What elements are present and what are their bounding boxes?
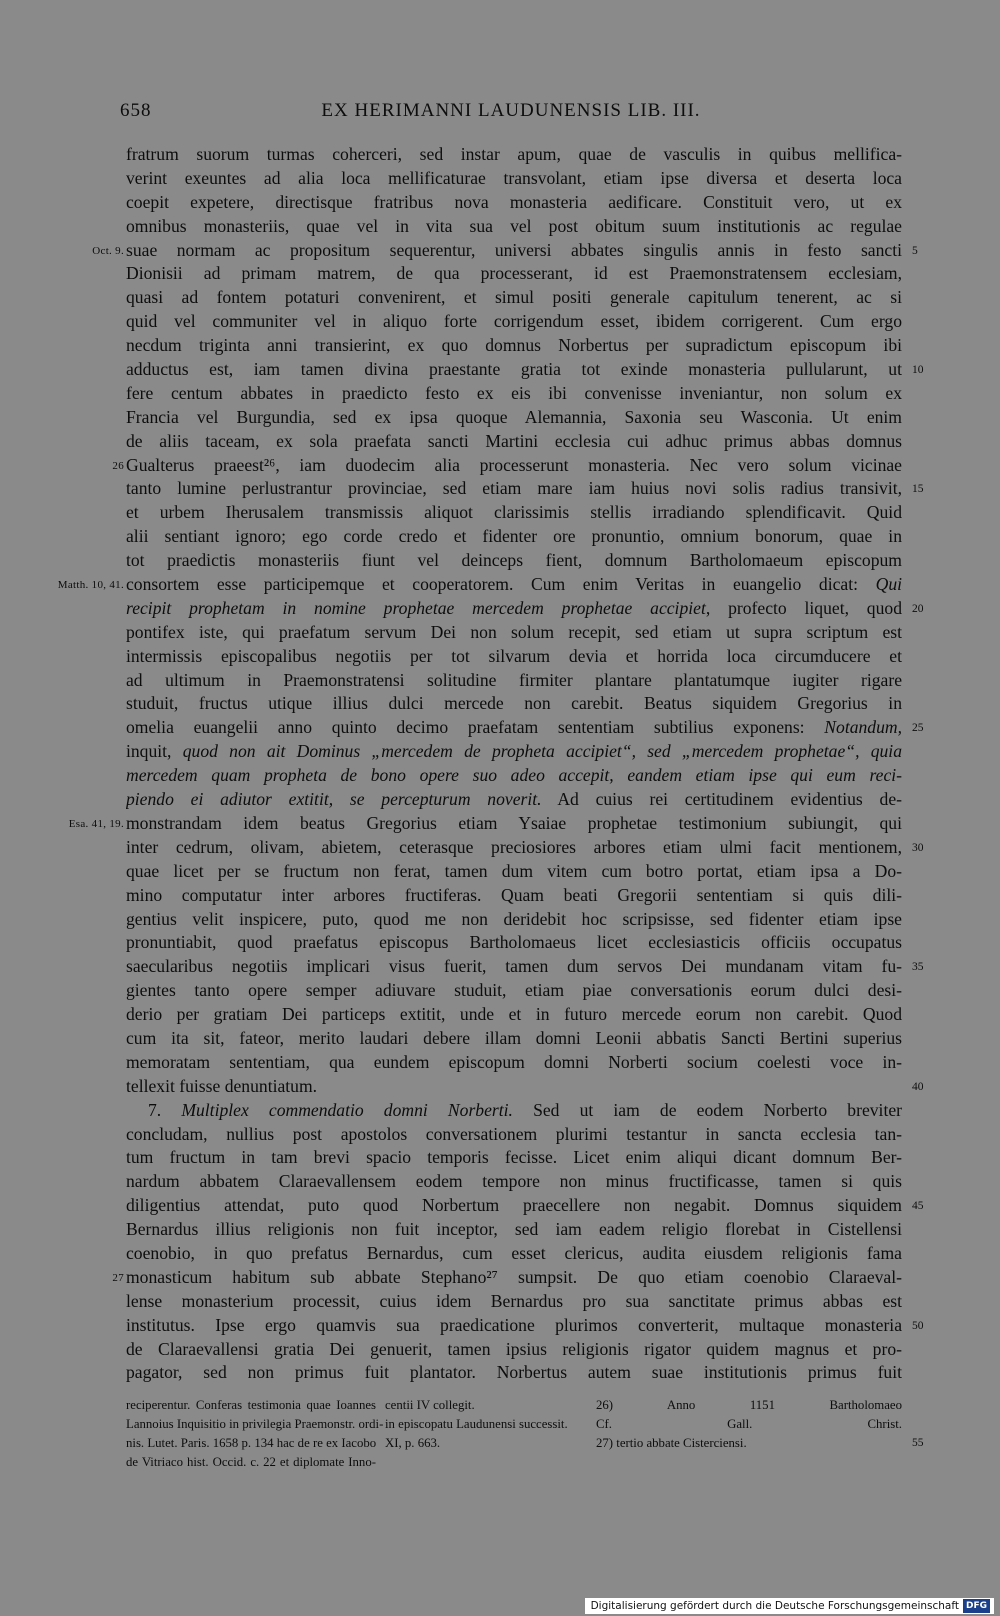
text-line <box>0 406 1000 430</box>
footnote-c3: 26) Anno 1151 Bartholomaeo <box>596 1398 902 1412</box>
text-line <box>0 1218 1000 1242</box>
italic-quote: quod non ait Dominus „mercedem de propheta accipiet“, sed „mercedem prophetae“, quia <box>182 741 902 762</box>
line-text <box>126 1003 902 1027</box>
line-text <box>126 1194 902 1218</box>
line-span: mino computatur inter arbores fructiferas. Quam beati Gregorii sententiam si quis dili- <box>126 884 902 905</box>
line-number: 40 <box>912 1080 924 1093</box>
line-span: pagator, sed non primus fuit plantator. Norbertus autem suae institutionis primus fuit <box>126 1362 902 1383</box>
line-span: adductus est, iam tamen divina praestante gratia tot exinde monasteria pullularunt, ut <box>126 359 902 380</box>
footnote-c2: in episcopatu Laudunensi successit. <box>385 1417 568 1431</box>
line-text <box>126 979 902 1003</box>
text-line <box>0 836 1000 860</box>
text-line <box>0 310 1000 334</box>
line-number: 25 <box>912 722 924 735</box>
line-text <box>126 836 902 860</box>
text-line <box>0 669 1000 693</box>
text-line <box>0 382 1000 406</box>
text-line <box>0 1290 1000 1314</box>
line-text <box>126 908 902 932</box>
line-text <box>126 740 902 764</box>
text-line <box>0 1146 1000 1170</box>
line-text <box>126 1218 902 1242</box>
footnote-line <box>126 1396 902 1415</box>
line-text <box>126 788 902 812</box>
text-line <box>0 525 1000 549</box>
line-text <box>126 191 902 215</box>
line-span: monasticum habitum sub abbate Stephano²⁷ sumpsit. De quo etiam coenobio Claraeval- <box>126 1266 902 1287</box>
text-line <box>0 1170 1000 1194</box>
line-span: Bernardus illius religionis non fuit inceptor, sed iam eadem religio florebat in Cistellensi <box>126 1219 902 1240</box>
line-text <box>126 692 902 716</box>
line-span: fere centum abbates in praedicto festo ex eis ibi convenisse inveniantur, non solum ex <box>126 382 902 403</box>
text-line <box>0 979 1000 1003</box>
line-span: intermissis episcopalibus negotiis per tot silvarum devia et horrida loca circumducere et <box>126 645 902 666</box>
footnotes <box>126 1396 924 1472</box>
line-span: 7. <box>148 1099 162 1120</box>
text-line <box>0 1361 1000 1385</box>
text-line <box>0 1003 1000 1027</box>
line-text <box>148 1099 902 1123</box>
line-span: quasi ad fontem potaturi convenirent, et simul positi generale capitulum tenerent, ac si <box>126 287 902 308</box>
text-line <box>0 645 1000 669</box>
text-line <box>0 501 1000 525</box>
text-line <box>0 931 1000 955</box>
line-span: coenobio, in quo prefatus Bernardus, cum esset clericus, audita eiusdem religionis fama <box>126 1242 902 1263</box>
line-text <box>126 1051 902 1075</box>
text-line <box>0 215 1000 239</box>
line-text <box>126 1027 902 1051</box>
line-span: , profecto liquet, quod <box>705 597 902 618</box>
line-text <box>126 430 902 454</box>
line-span: tanto lumine perlustrantur provinciae, sed etiam mare iam huius novi solis radius transivit, <box>126 478 902 499</box>
page-number: 658 <box>120 100 152 121</box>
line-span: gentius velit inspicere, puto, quod me non deridebit hoc scripsisse, sed fidenter etiam ipse <box>126 908 902 929</box>
line-span: pronuntiabit, quod praefatus episcopus Bartholomaeus licet ecclesiasticis officiis occupatus <box>126 932 902 953</box>
line-span: Francia vel Burgundia, sed ex ipsa quoque Alemannia, Saxonia seu Wasconia. Ut enim <box>126 406 902 427</box>
line-span: verint exeuntes ad alia loca mellificaturae transvolant, etiam ipse diversa et deserta loca <box>126 167 902 188</box>
line-number: 30 <box>912 841 924 854</box>
text-line <box>0 1338 1000 1362</box>
line-text <box>126 645 902 669</box>
text-line <box>0 1194 1000 1218</box>
line-span: gientes tanto opere semper adiuvare studuit, etiam piae conversationis eorum dulci desi- <box>126 980 902 1001</box>
line-text <box>126 501 902 525</box>
line-number: 50 <box>912 1319 924 1332</box>
line-span: fratrum suorum turmas coherceri, sed instar apum, quae de vasculis in quibus mellifica- <box>126 144 902 164</box>
line-span: nardum abbatem Claraevallensem eodem tempore non minus fructificasse, tamen si quis <box>126 1171 902 1192</box>
line-span: concludam, nullius post apostolos conversationem plurimi testantur in sancta ecclesia tan- <box>126 1123 902 1144</box>
line-text <box>126 764 902 788</box>
footnote-c1: de Vitriaco hist. Occid. c. 22 et diplomate Inno- <box>126 1455 376 1469</box>
text-line <box>0 884 1000 908</box>
text-line <box>0 1314 1000 1338</box>
line-span: pontifex iste, qui praefatum servum Dei non solum recepit, sed etiam ut supra scriptum est <box>126 621 902 642</box>
text-line <box>0 334 1000 358</box>
footnote-c1: Lannoius Inquisitio in privilegia Praemonstr. ordi- <box>126 1417 384 1431</box>
text-line <box>0 286 1000 310</box>
running-title: EX HERIMANNI LAUDUNENSIS LIB. III. <box>321 100 701 121</box>
line-span: studuit, fructus utique illius dulci mercede non carebit. Beatus siquidem Gregorius in <box>126 693 902 714</box>
line-text <box>126 716 902 740</box>
text-line <box>0 358 1000 382</box>
text-line <box>0 764 1000 788</box>
line-span: saecularibus negotiis implicari visus fuerit, tamen dum servos Dei mundanam vitam fu- <box>126 956 902 977</box>
margin-note-left: Esa. 41, 19. <box>68 817 124 830</box>
text-line <box>0 716 1000 740</box>
text-line <box>0 143 1000 167</box>
line-text <box>126 1123 902 1147</box>
line-number: 55 <box>912 1437 924 1449</box>
line-text <box>126 860 902 884</box>
margin-note-left: 27 <box>112 1271 124 1284</box>
page-header <box>120 100 902 126</box>
line-span: quid vel communiter vel in aliquo forte corrigendum esset, ibidem corrigerent. Cum ergo <box>126 311 902 332</box>
line-span: tum fructum in tam brevi spacio temporis fecisse. Licet enim aliqui dicant domnum Ber- <box>126 1147 902 1168</box>
text-line <box>0 1075 1000 1099</box>
line-text <box>126 1338 902 1362</box>
line-text <box>126 215 902 239</box>
line-text <box>126 143 902 167</box>
italic-quote: Qui <box>875 574 902 595</box>
line-span: monstrandam idem beatus Gregorius etiam Ysaiae prophetae testimonium subiungit, qui <box>126 812 902 833</box>
italic-quote: Multiplex commendatio domni Norberti. <box>181 1099 513 1120</box>
line-text <box>126 1314 902 1338</box>
line-span: lense monasterium processit, cuius idem Bernardus pro sua sanctitate primus abbas est <box>126 1290 902 1311</box>
text-line <box>0 1099 1000 1123</box>
text-line <box>0 740 1000 764</box>
line-span: Sed ut iam de eodem Norberto breviter <box>512 1099 902 1120</box>
line-text <box>126 955 902 979</box>
line-text <box>126 334 902 358</box>
line-span: et urbem Iherusalem transmissis aliquot clarissimis stellis irradiando splendificavit. Quid <box>126 502 902 523</box>
line-span: omnibus monasteriis, quae vel in vita sua vel post obitum suum institutionis ac regulae <box>126 215 902 236</box>
text-line <box>0 860 1000 884</box>
line-span: alii sentiant ignoro; ego corde credo et fidenter ore pronuntio, omnium bonorum, quae in <box>126 526 902 547</box>
line-span: institutus. Ipse ergo quamvis sua praedicatione plurimos converterit, multaque monasteria <box>126 1314 902 1335</box>
line-text <box>126 286 902 310</box>
footnote-c3: Cf. Gall. Christ. <box>596 1417 902 1431</box>
italic-quote: mercedem quam propheta de bono opere suo adeo accepit, eandem etiam ipse qui eum reci- <box>126 765 902 786</box>
text-line <box>0 1123 1000 1147</box>
text-line <box>0 788 1000 812</box>
line-text <box>126 358 902 382</box>
line-span: coepit expetere, directisque fratribus nova monasteria aedificare. Constituit vero, ut ex <box>126 191 902 212</box>
line-span: de aliis taceam, ex sola praefata sancti Martini ecclesia cui adhuc primus abbas domnus <box>126 430 902 451</box>
italic-quote: piendo ei adiutor extitit, se percepturum noverit. <box>126 789 542 810</box>
line-text <box>126 454 902 478</box>
line-text <box>126 812 902 836</box>
line-span: necdum triginta anni transierint, ex quo domnus Norbertus per supradictum episcopum ibi <box>126 335 902 356</box>
line-span: suae normam ac propositum sequerentur, universi abbates singulis annis in festo sancti <box>126 239 902 260</box>
line-text <box>126 621 902 645</box>
line-span: consortem esse participemque et cooperatorem. Cum enim Veritas in euangelio dicat: <box>126 574 859 595</box>
text-line <box>0 430 1000 454</box>
line-text <box>126 477 902 501</box>
line-span: de Claraevallensi gratia Dei genuerit, tamen ipsius religionis rigator quidem magnus et pro- <box>126 1338 902 1359</box>
dfg-logo: DFG <box>963 1599 990 1613</box>
line-text <box>126 1146 902 1170</box>
line-text <box>126 1266 902 1290</box>
line-span: Dionisii ad primam matrem, de qua processerant, id est Praemonstratensem ecclesiam, <box>126 263 902 284</box>
line-span: inquit, <box>126 741 172 762</box>
footnote-line <box>126 1453 902 1472</box>
footnote-c1: nis. Lutet. Paris. 1658 p. 134 hac de re ex Iacobo <box>126 1436 377 1450</box>
line-text <box>126 1075 902 1099</box>
line-number: 45 <box>912 1200 924 1213</box>
main-text <box>0 143 1000 1385</box>
text-line <box>0 908 1000 932</box>
line-span: ad ultimum in Praemonstratensi solitudine firmiter plantare plantatumque iugiter rigare <box>126 669 902 690</box>
line-span: cum ita sit, fateor, merito laudari debere illam domni Leonii abbatis Sancti Bertini superius <box>126 1027 902 1048</box>
text-line <box>0 955 1000 979</box>
text-line <box>0 477 1000 501</box>
text-line <box>0 692 1000 716</box>
italic-quote: Notandum, <box>824 717 902 738</box>
text-line <box>0 621 1000 645</box>
text-line <box>0 1051 1000 1075</box>
funding-notice <box>585 1598 994 1614</box>
line-number: 15 <box>912 483 924 496</box>
line-text <box>126 884 902 908</box>
line-span: diligentius attendat, puto quod Norbertum praecellere non negabit. Domnus siquidem <box>126 1195 902 1216</box>
line-number: 10 <box>912 364 924 377</box>
text-line <box>0 1266 1000 1290</box>
footnote-line <box>126 1415 902 1434</box>
footnote-c3: 27) tertio abbate Cisterciensi. <box>596 1436 747 1450</box>
text-line <box>0 812 1000 836</box>
line-number: 35 <box>912 961 924 974</box>
line-span: tellexit fuisse denuntiatum. <box>126 1075 318 1096</box>
footnote-c1: reciperentur. Conferas testimonia quae Ioannes <box>126 1398 376 1412</box>
text-line <box>0 1242 1000 1266</box>
line-span: omelia euangelii anno quinto decimo praefatam sententiam subtilius exponens: <box>126 717 805 738</box>
line-span: inter cedrum, olivam, abietem, ceterasque preciosiores arbores etiam ulmi facit mentionem, <box>126 836 902 857</box>
line-number: 5 <box>912 244 918 257</box>
text-line <box>0 262 1000 286</box>
margin-note-left: 26 <box>112 459 124 472</box>
line-span: quae licet per se fructum non ferat, tamen dum vitem cum botro portat, etiam ipsa a Do- <box>126 860 902 881</box>
text-line <box>0 454 1000 478</box>
line-text <box>126 1242 902 1266</box>
line-text <box>126 310 902 334</box>
line-text <box>126 669 902 693</box>
text-line <box>0 597 1000 621</box>
line-text <box>126 1361 902 1385</box>
line-span: Gualterus praeest²⁶, iam duodecim alia processerunt monasteria. Nec vero solum vicinae <box>126 454 902 475</box>
text-line <box>0 239 1000 263</box>
line-number: 20 <box>912 602 924 615</box>
line-span: tot praedictis monasteriis fiunt vel deinceps fient, domnum Bartholomaeum episcopum <box>126 550 902 571</box>
text-line <box>0 573 1000 597</box>
text-line <box>0 167 1000 191</box>
line-span: Ad cuius rei certitudinem evidentius de- <box>541 789 902 810</box>
line-text <box>126 1290 902 1314</box>
footnote-c2: XI, p. 663. <box>385 1436 441 1450</box>
text-line <box>0 549 1000 573</box>
footnote-c2: centii IV collegit. <box>385 1398 475 1412</box>
text-line <box>0 1027 1000 1051</box>
line-span: memoratam sententiam, qua eundem episcopum domni Norberti socium coelesti voce in- <box>126 1051 902 1072</box>
line-text <box>126 931 902 955</box>
margin-note-left: Oct. 9. <box>92 244 124 257</box>
line-text <box>126 382 902 406</box>
line-text <box>126 1170 902 1194</box>
funding-text: Digitalisierung gefördert durch die Deutsche Forschungsgemeinschaft <box>590 1600 959 1612</box>
line-text <box>126 549 902 573</box>
line-text <box>126 525 902 549</box>
line-text <box>126 239 902 263</box>
footnote-line <box>126 1434 924 1453</box>
line-span: derio per gratiam Dei particeps extitit, unde et in futuro mercede eorum non carebit. Quod <box>126 1004 902 1025</box>
line-text <box>126 597 902 621</box>
line-text <box>126 573 902 597</box>
italic-quote: recipit prophetam in nomine prophetae mercedem prophetae accipiet <box>126 597 706 618</box>
line-text <box>126 406 902 430</box>
margin-note-left: Matth. 10, 41. <box>57 579 124 592</box>
line-text <box>126 262 902 286</box>
line-text <box>126 167 902 191</box>
text-line <box>0 191 1000 215</box>
